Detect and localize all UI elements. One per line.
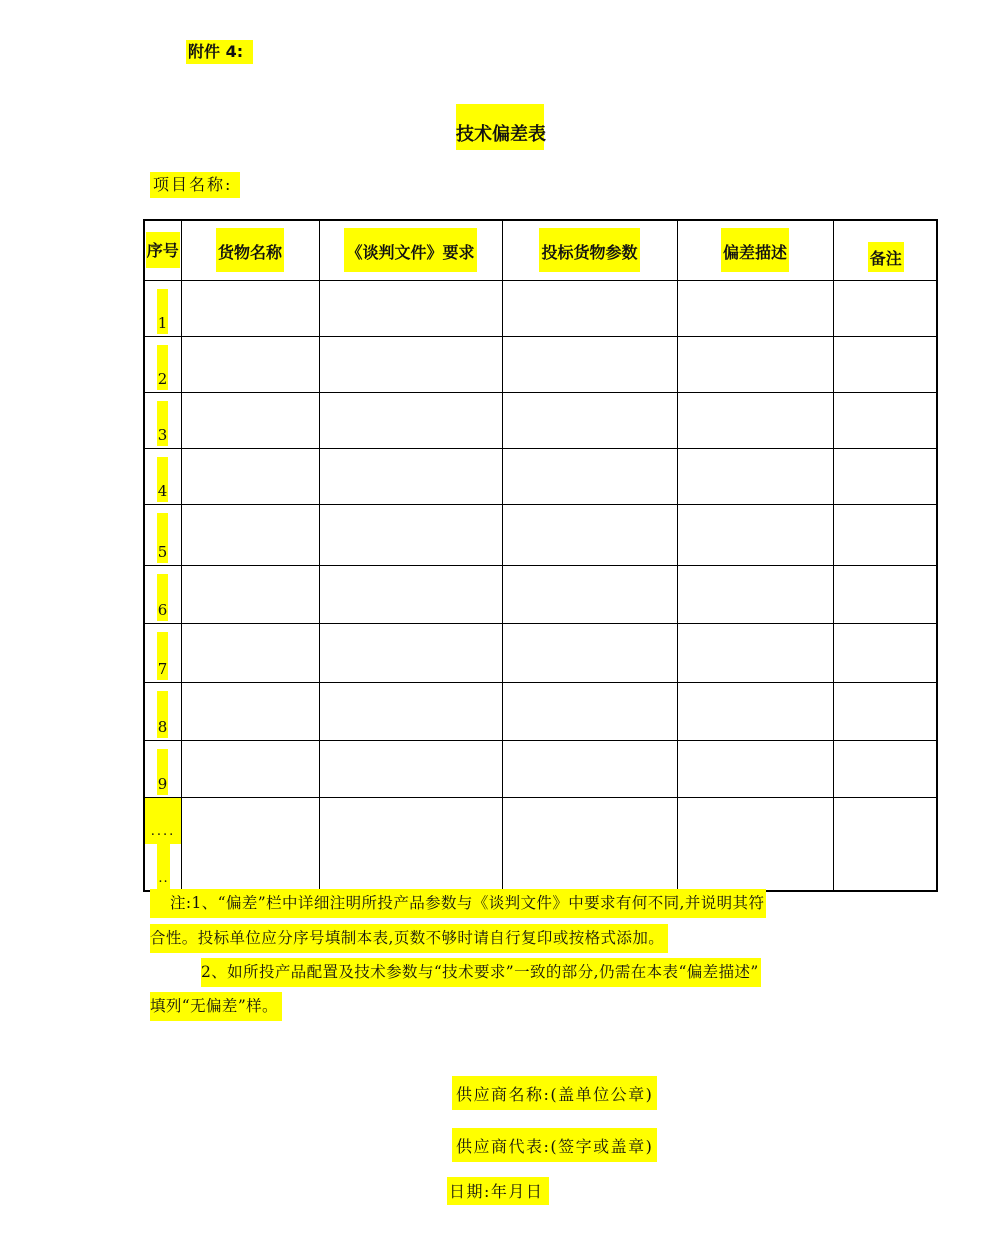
table-row <box>145 280 938 336</box>
goods-name-cell <box>181 504 319 565</box>
table-row <box>145 504 938 565</box>
table-row <box>145 797 938 892</box>
row-number-cell <box>145 280 181 336</box>
deviation-cell <box>677 623 833 682</box>
goods-name-cell <box>181 623 319 682</box>
remark-cell <box>833 565 938 623</box>
row-number: 1 <box>157 289 168 334</box>
goods-name-cell <box>181 740 319 797</box>
supplier-name-label: 供应商名称:(盖单位公章) <box>452 1076 657 1110</box>
parameter-cell <box>502 682 677 740</box>
row-number: 5 <box>157 513 168 563</box>
table-row <box>145 336 938 392</box>
requirement-cell <box>319 682 502 740</box>
remark-cell <box>833 448 938 504</box>
parameter-cell <box>502 565 677 623</box>
parameter-cell <box>502 504 677 565</box>
deviation-cell <box>677 392 833 448</box>
row-number: 8 <box>157 691 168 738</box>
row-number-cell <box>145 565 181 623</box>
deviation-cell <box>677 336 833 392</box>
requirement-cell <box>319 336 502 392</box>
row-number: 2 <box>157 345 168 390</box>
date-label: 日期:年月日 <box>447 1177 549 1205</box>
table-row <box>145 740 938 797</box>
note-line-1: 注:1、“偏差”栏中详细注明所投产品参数与《谈判文件》中要求有何不同,并说明其符 <box>150 889 766 918</box>
row-number: 9 <box>157 749 168 795</box>
goods-name-cell <box>181 336 319 392</box>
remark-cell <box>833 740 938 797</box>
goods-name-cell <box>181 797 319 892</box>
table-row <box>145 392 938 448</box>
header-label: 《谈判文件》要求 <box>344 228 476 272</box>
deviation-table <box>143 219 938 892</box>
project-name-label: 项目名称: <box>150 172 240 198</box>
row-number-cell <box>145 504 181 565</box>
header-deviation-description <box>677 221 833 280</box>
requirement-cell <box>319 740 502 797</box>
header-label: 货物名称 <box>216 228 284 272</box>
row-number: 4 <box>157 457 168 502</box>
deviation-cell <box>677 565 833 623</box>
document-title: 技术偏差表 <box>456 104 544 150</box>
parameter-cell <box>502 336 677 392</box>
continuation-dots: .... <box>145 798 181 844</box>
header-label: 偏差描述 <box>721 228 789 272</box>
requirement-cell <box>319 504 502 565</box>
row-number: 6 <box>157 574 168 621</box>
parameter-cell <box>502 448 677 504</box>
row-number-cell <box>145 740 181 797</box>
row-number-cell <box>145 336 181 392</box>
remark-cell <box>833 504 938 565</box>
supplier-representative-label: 供应商代表:(签字或盖章) <box>452 1128 657 1162</box>
deviation-cell <box>677 740 833 797</box>
requirement-cell <box>319 448 502 504</box>
row-number-cell <box>145 392 181 448</box>
note-line-2: 合性。投标单位应分序号填制本表,页数不够时请自行复印或按格式添加。 <box>150 924 668 953</box>
table-header-row <box>145 221 938 280</box>
goods-name-cell <box>181 280 319 336</box>
goods-name-cell <box>181 448 319 504</box>
row-number-cell <box>145 797 181 892</box>
requirement-cell <box>319 392 502 448</box>
deviation-cell <box>677 280 833 336</box>
requirement-cell <box>319 623 502 682</box>
header-negotiation-requirements <box>319 221 502 280</box>
table-row <box>145 565 938 623</box>
note-line-4: 填列“无偏差”样。 <box>150 992 282 1021</box>
goods-name-cell <box>181 682 319 740</box>
note-line-3: 2、如所投产品配置及技术参数与“技术要求”一致的部分,仍需在本表“偏差描述” <box>201 958 761 987</box>
deviation-cell <box>677 797 833 892</box>
remark-cell <box>833 797 938 892</box>
parameter-cell <box>502 392 677 448</box>
table-row <box>145 682 938 740</box>
header-serial-number <box>145 221 181 280</box>
header-remarks <box>833 221 938 280</box>
goods-name-cell <box>181 565 319 623</box>
table-row <box>145 448 938 504</box>
parameter-cell <box>502 623 677 682</box>
remark-cell <box>833 623 938 682</box>
header-label: 备注 <box>868 242 904 272</box>
header-label: 序号 <box>146 232 180 268</box>
row-number-cell <box>145 682 181 740</box>
attachment-label: 附件 4: <box>186 40 253 64</box>
parameter-cell <box>502 280 677 336</box>
row-number-cell <box>145 448 181 504</box>
header-bid-goods-parameters <box>502 221 677 280</box>
goods-name-cell <box>181 392 319 448</box>
parameter-cell <box>502 740 677 797</box>
remark-cell <box>833 280 938 336</box>
parameter-cell <box>502 797 677 892</box>
row-number-cell <box>145 623 181 682</box>
header-goods-name <box>181 221 319 280</box>
requirement-cell <box>319 280 502 336</box>
deviation-cell <box>677 682 833 740</box>
requirement-cell <box>319 797 502 892</box>
header-label: 投标货物参数 <box>539 228 639 272</box>
remark-cell <box>833 336 938 392</box>
continuation-dots: .. <box>157 844 170 893</box>
requirement-cell <box>319 565 502 623</box>
row-number: 3 <box>157 401 168 446</box>
table-row <box>145 623 938 682</box>
row-number: 7 <box>157 632 168 680</box>
deviation-cell <box>677 448 833 504</box>
deviation-cell <box>677 504 833 565</box>
remark-cell <box>833 682 938 740</box>
remark-cell <box>833 392 938 448</box>
